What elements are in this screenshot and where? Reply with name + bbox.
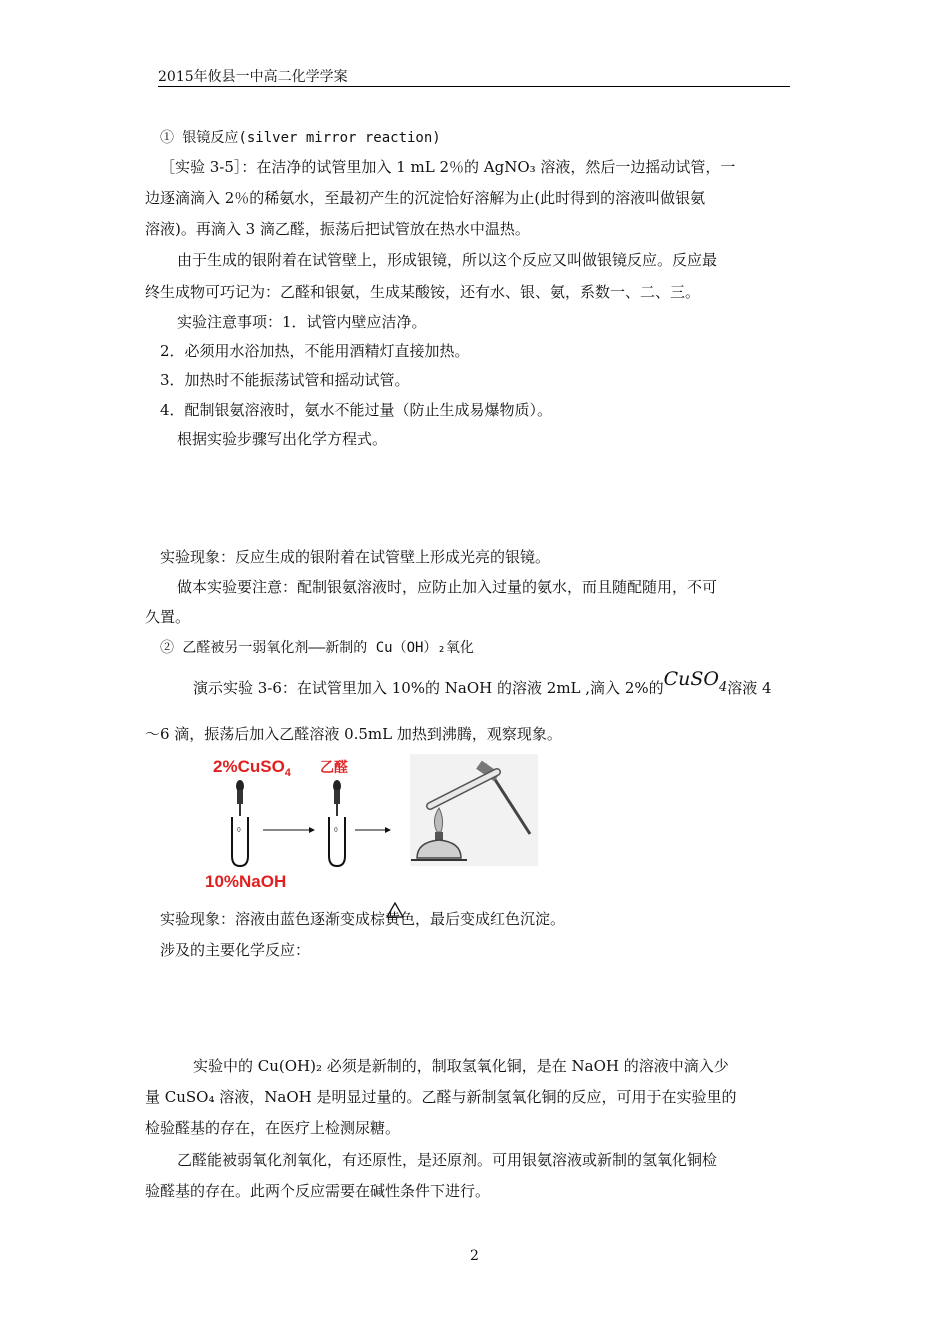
caution-line2: 久置。	[145, 608, 191, 626]
caution-line1: 做本实验要注意：配制银氨溶液时，应防止加入过量的氨水，而且随配随用，不可	[177, 578, 718, 596]
equation-prompt: 根据实验步骤写出化学方程式。	[177, 430, 388, 448]
silver-mirror-para-line1: 由于生成的银附着在试管壁上，形成银镜，所以这个反应又叫做银镜反应。反应最	[177, 251, 718, 269]
svg-text:0: 0	[334, 827, 338, 834]
experiment-illustration	[205, 754, 545, 894]
cuso4-formula-sub: 4	[719, 680, 728, 695]
note-item: 4．配制银氨溶液时，氨水不能过量（防止生成易爆物质）。	[160, 401, 553, 419]
conclusion-line1: 乙醛能被弱氧化剂氧化，有还原性，是还原剂。可用银氨溶液或新制的氢氧化铜检	[177, 1151, 718, 1169]
note-item: 2．必须用水浴加热，不能用酒精灯直接加热。	[160, 342, 470, 360]
demo36-line1	[193, 668, 772, 700]
label-acetaldehyde: 乙醛	[320, 760, 348, 776]
demo36-line2: ～6 滴，振荡后加入乙醛溶液 0.5mL 加热到沸腾，观察现象。	[145, 725, 562, 743]
demo36-text-end: 溶液 4	[727, 679, 772, 697]
cuoh2-phenomenon: 实验现象：溶液由蓝色逐渐变成棕黄色，最后变成红色沉淀。	[160, 910, 566, 928]
section2-title: ② 乙醛被另一弱氧化剂——新制的 Cu（OH）₂氧化	[160, 640, 474, 656]
experiment-figure	[205, 754, 545, 894]
svg-text:0: 0	[237, 827, 241, 834]
arrow-right-icon	[263, 827, 315, 833]
note-item: 实验注意事项：1．试管内壁应洁净。	[177, 313, 427, 331]
dropper-icon	[236, 780, 244, 816]
cuoh2-para-line3: 检验醛基的存在，在医疗上检测尿糖。	[145, 1119, 401, 1137]
label-naoh: 10%NaOH	[205, 872, 287, 891]
arrow-right-icon	[355, 827, 391, 833]
section1-title: ① 银镜反应(silver mirror reaction)	[160, 130, 441, 146]
demo36-text: 演示实验 3-6：在试管里加入 10%的 NaOH 的溶液 2mL ,滴入 2%的	[193, 679, 664, 697]
heat-triangle-icon	[386, 902, 404, 918]
test-tube-icon	[232, 817, 248, 866]
conclusion-line2: 验醛基的存在。此两个反应需要在碱性条件下进行。	[145, 1182, 491, 1200]
header-rule	[158, 86, 790, 87]
silver-mirror-phenomenon: 实验现象：反应生成的银附着在试管壁上形成光亮的银镜。	[160, 548, 551, 566]
exp35-line1: ［实验 3-5］：在洁净的试管里加入 1 mL 2％的 AgNO₃ 溶液，然后一边摇动试管，一	[160, 158, 736, 176]
cuoh2-para-line2: 量 CuSO₄ 溶液，NaOH 是明显过量的。乙醛与新制氢氧化铜的反应，可用于在实验里的	[145, 1088, 737, 1106]
dropper-icon	[333, 780, 341, 816]
label-cuso4: 2%CuSO$_4$	[213, 757, 291, 779]
cuoh2-para-line1: 实验中的 Cu(OH)₂ 必须是新制的，制取氢氧化铜，是在 NaOH 的溶液中滴入少	[193, 1057, 729, 1075]
heating-apparatus-icon	[410, 754, 538, 866]
test-tube-icon	[329, 817, 345, 866]
cuso4-formula: CuSO	[663, 668, 719, 690]
page-header: 2015年攸县一中高二化学学案	[158, 69, 348, 85]
silver-mirror-para-line2: 终生成物可巧记为：乙醛和银氨，生成某酸铵，还有水、银、氨，系数一、二、三。	[145, 283, 701, 301]
exp35-line3: 溶液)。再滴入 3 滴乙醛，振荡后把试管放在热水中温热。	[145, 220, 530, 238]
page-number: 2	[470, 1248, 479, 1264]
main-reaction-label: 涉及的主要化学反应：	[160, 941, 311, 959]
note-item: 3．加热时不能振荡试管和摇动试管。	[160, 371, 410, 389]
exp35-line2: 边逐滴滴入 2％的稀氨水，至最初产生的沉淀恰好溶解为止(此时得到的溶液叫做银氨	[145, 189, 706, 207]
